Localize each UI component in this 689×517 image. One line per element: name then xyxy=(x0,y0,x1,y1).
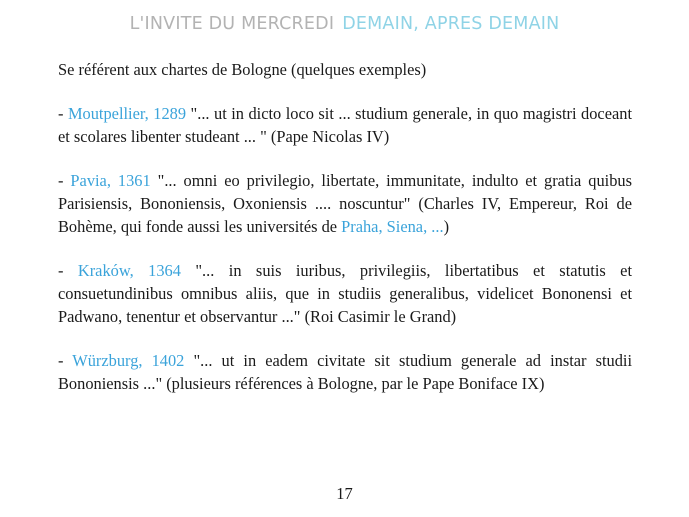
entry-text: "... omni eo privilegio, libertate, immunitate, indulto et gratia quibus Parisiensis, Bononiensis, Oxoniensis .... noscuntur" (Charles IV, Empereur, Roi de Bohème, qui fonde aussi les universités de xyxy=(58,171,632,236)
entry-pavia xyxy=(58,169,632,238)
header-subtitle: DEMAIN, APRES DEMAIN xyxy=(342,14,560,34)
slide-header xyxy=(0,14,689,34)
slide-body xyxy=(58,58,632,416)
entry-wurzburg xyxy=(58,349,632,395)
entry-text: "... ut in eadem civitate sit studium generale ad instar studii Bononiensis ..." (plusieurs références à Bologne, par le Pape Boniface IX) xyxy=(58,351,633,393)
entry-place: Würzburg, 1402 xyxy=(72,351,185,370)
entry-montpellier xyxy=(58,102,632,148)
page-number: 17 xyxy=(336,484,353,503)
entry-text: "... ut in dicto loco sit ... studium generale, in quo magistri doceant et scolares libenter studeant ... " (Pape Nicolas IV) xyxy=(58,104,632,146)
entry-prefix: - xyxy=(58,171,71,190)
header-title: L'INVITE DU MERCREDI xyxy=(129,14,335,34)
entry-link: Praha, Siena, ... xyxy=(341,217,444,236)
entry-place: Pavia, 1361 xyxy=(70,171,151,190)
entry-prefix: - xyxy=(58,351,73,370)
intro-text: Se référent aux chartes de Bologne (quelques exemples) xyxy=(58,60,427,79)
entry-place: Kraków, 1364 xyxy=(77,261,181,280)
entry-text: "... in suis iuribus, privilegiis, libertatibus et statutis et consuetundinibus omnibus aliis, que in studiis generalibus, videlicet Bononensi et Padwano, tenentur et observantur ..." (Roi Casimir le Grand) xyxy=(58,261,633,326)
entry-place: Moutpellier, 1289 xyxy=(67,104,187,123)
entry-prefix: - xyxy=(58,104,68,123)
entry-prefix: - xyxy=(58,261,78,280)
entry-suffix: ) xyxy=(443,217,450,236)
entry-krakow xyxy=(58,259,632,328)
